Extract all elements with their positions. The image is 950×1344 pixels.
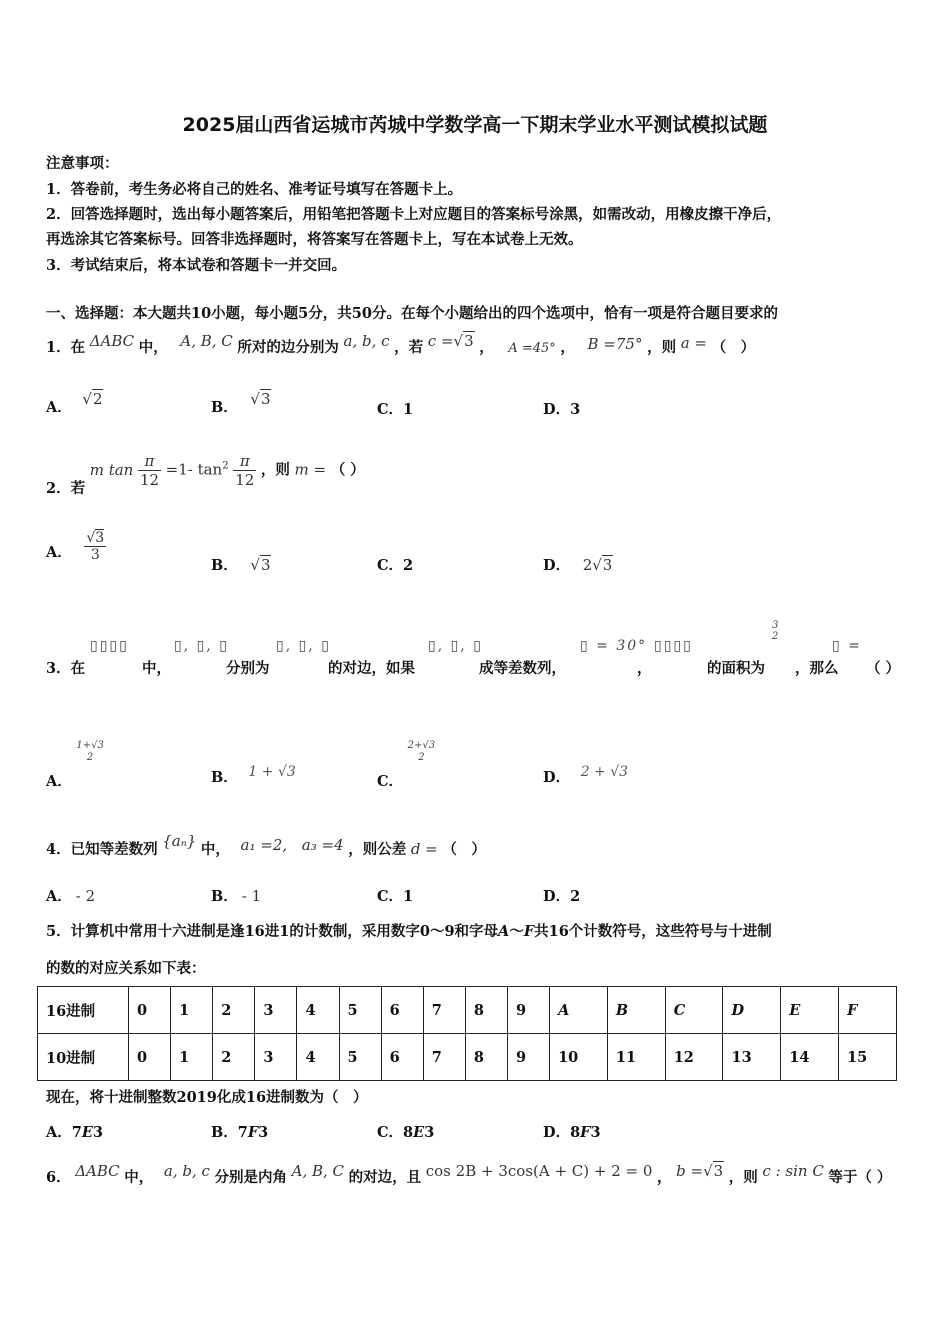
q2-option-b[interactable]	[211, 554, 271, 575]
q1-angles: A, B, C	[180, 332, 233, 350]
q6-equation: cos 2B + 3cos(A + C) + 2 = 0	[425, 1162, 653, 1180]
table-cell: 6	[381, 1034, 423, 1081]
option-label: A．	[46, 1124, 72, 1141]
q6-text: ，则	[728, 1169, 758, 1186]
q2-text: ，则	[260, 461, 290, 479]
option-label: D．	[543, 1124, 571, 1141]
q2-opt-d-sqrt: √3	[592, 556, 613, 574]
table-cell: 7	[423, 987, 465, 1034]
q5-text: 共16个计数符号，这些符号与十进制	[534, 923, 772, 940]
coefficient: 2	[582, 556, 593, 574]
q3-opt-c-frac	[408, 740, 435, 764]
q1-option-c[interactable]	[377, 398, 413, 419]
q1-c-eq: c =	[427, 332, 454, 350]
table-cell: 2	[213, 987, 255, 1034]
q3-text: （ ）	[866, 660, 901, 677]
table-cell: 15	[839, 1034, 897, 1081]
option-value: F	[247, 1124, 259, 1141]
q1-text: ，	[479, 339, 494, 356]
q3-text: ，那么	[795, 660, 839, 677]
q2-frac-1	[138, 452, 161, 489]
q3-text: ，	[637, 660, 652, 677]
page-title: 2025届山西省运城市芮城中学数学高一下期末学业水平测试模拟试题	[182, 114, 768, 136]
q5-option-a[interactable]	[46, 1121, 103, 1142]
q6-triangle: ΔABC	[75, 1162, 120, 1180]
q1-option-d[interactable]	[543, 398, 580, 419]
option-value: - 2	[75, 887, 96, 905]
option-label: A．	[46, 888, 72, 905]
option-value: 8	[403, 1124, 414, 1141]
q1-text: ，则	[647, 339, 677, 356]
table-cell: 10进制	[38, 1034, 129, 1081]
q6-number: 6．	[46, 1169, 71, 1186]
option-label: A．	[46, 543, 72, 561]
q3-garbled-fraction	[772, 620, 778, 642]
notice-item: 再选涂其它答案标号。回答非选择题时，将答案写在答题卡上，写在本试卷上无效。	[46, 231, 583, 248]
q1-sides: a, b, c	[343, 332, 390, 350]
q4-text: ，则公差	[348, 841, 407, 858]
q3-option-b[interactable]	[211, 760, 296, 786]
radicand: 3	[713, 1162, 724, 1180]
option-label: C．	[377, 557, 404, 574]
q4-option-b[interactable]	[211, 885, 261, 906]
hex-table	[37, 986, 897, 1081]
q6-ratio: c : sin C	[762, 1162, 824, 1180]
notice-heading: 注意事项：	[46, 155, 119, 172]
q5-letter: A	[498, 923, 510, 940]
option-value: 3	[424, 1124, 435, 1141]
table-row	[38, 987, 897, 1034]
q3-garbled-formula: ▯ =	[832, 638, 862, 654]
table-cell: 16进制	[38, 987, 129, 1034]
q1-A-eq: A =45°	[508, 341, 556, 356]
q1-opt-b-sqrt: √3	[250, 390, 271, 408]
q5-question: 现在，将十进制整数2019化成16进制数为（ ）	[46, 1089, 368, 1106]
table-cell: 4	[297, 987, 339, 1034]
table-cell: 1	[171, 1034, 213, 1081]
option-value: 2 + √3	[580, 764, 629, 780]
radicand: 3	[95, 530, 105, 546]
q3-text: 的面积为	[707, 660, 765, 677]
table-cell: 0	[129, 987, 171, 1034]
q2-m-eq: m =	[294, 460, 327, 479]
notice-item: 2．回答选择题时，选出每小题答案后，用铅笔把答题卡上对应题目的答案标号涂黑，如需改动，用橡皮擦干净后，	[46, 206, 782, 223]
table-cell: 5	[339, 987, 381, 1034]
option-value: 8	[570, 1124, 581, 1141]
q6-b-eq: b =	[676, 1162, 704, 1180]
frac-num: 1+√3	[76, 740, 104, 751]
frac-den: 12	[139, 471, 160, 489]
q2-text: （ ）	[330, 461, 365, 479]
q3-option-d[interactable]	[543, 760, 629, 786]
frac-num: π	[138, 452, 161, 471]
frac-num: 3	[772, 620, 779, 631]
table-cell: C	[665, 987, 723, 1034]
q2-option-d[interactable]	[543, 554, 613, 575]
q1-option-b[interactable]	[211, 390, 271, 417]
option-label: C．	[377, 773, 404, 790]
q4-text: 中，	[200, 841, 230, 858]
radicand: 3	[260, 556, 271, 574]
question-4	[46, 832, 486, 858]
table-cell: E	[781, 987, 839, 1034]
notice-item: 1．答卷前，考生务必将自己的姓名、准考证号填写在答题卡上。	[46, 181, 463, 198]
table-cell: 9	[507, 987, 549, 1034]
q4-option-a[interactable]	[46, 885, 95, 906]
q3-garbled-formula: ▯ = 30°	[580, 638, 648, 654]
option-value: 3	[258, 1124, 269, 1141]
q3-option-c[interactable]	[377, 740, 436, 790]
q6-sides: a, b, c	[163, 1162, 210, 1180]
q2-opt-b-sqrt: √3	[250, 556, 271, 574]
q1-text: ，	[560, 339, 575, 356]
option-value: 7	[71, 1124, 82, 1141]
q4-sequence: {aₙ}	[162, 832, 197, 850]
table-cell: 8	[465, 1034, 507, 1081]
option-label: C．	[377, 401, 404, 418]
q4-number: 4．已知等差数列	[46, 841, 158, 858]
table-cell: A	[550, 987, 608, 1034]
table-cell: 7	[423, 1034, 465, 1081]
q2-opt-a-frac	[84, 530, 106, 563]
table-cell: 9	[507, 1034, 549, 1081]
table-cell: D	[723, 987, 781, 1034]
q5-option-b[interactable]	[211, 1121, 268, 1142]
option-label: D．	[543, 769, 571, 786]
table-cell: 2	[213, 1034, 255, 1081]
option-value: 1	[403, 888, 414, 905]
option-value: 3	[92, 1124, 104, 1141]
table-cell: 3	[255, 1034, 297, 1081]
q1-text: （ ）	[711, 339, 756, 356]
q3-number: 3．在	[46, 660, 86, 677]
q1-B-eq: B =75°	[587, 335, 643, 353]
frac-num: √3	[86, 530, 105, 546]
table-cell: 12	[665, 1034, 723, 1081]
q1-opt-b-radicand: 3	[260, 390, 271, 408]
question-1	[46, 332, 756, 357]
q3-opt-a-frac	[76, 740, 103, 764]
q2-number: 2．若	[46, 479, 86, 497]
q5-option-d[interactable]	[543, 1121, 601, 1142]
table-row	[38, 1034, 897, 1081]
q4-text: （ ）	[442, 841, 486, 858]
table-cell: 0	[129, 1034, 171, 1081]
q4-option-c[interactable]	[377, 885, 413, 906]
q6-text: ，	[657, 1169, 672, 1186]
section-heading: 一、选择题：本大题共10小题，每小题5分，共50分。在每个小题给出的四个选项中，恰有一项是符合题目要求的	[46, 305, 778, 322]
q4-option-d[interactable]	[543, 885, 580, 906]
table-cell: 10	[550, 1034, 608, 1081]
q4-a1: a₁ =2,	[240, 836, 288, 854]
option-value: 3	[590, 1124, 601, 1141]
option-label: B．	[211, 769, 238, 786]
frac-den: 3	[90, 547, 100, 563]
q6-text: 等于（ ）	[828, 1169, 892, 1186]
q1-opt-a-radicand: 2	[92, 390, 103, 408]
q5-text: 5．计算机中常用十六进制是逢16进1的计数制，采用数字0～9和字母	[46, 923, 499, 940]
q3-garbled-formula: ▯, ▯, ▯	[276, 638, 331, 654]
option-value: - 1	[241, 887, 262, 905]
option-value: 2	[403, 557, 414, 574]
q3-text: 中，	[142, 660, 171, 677]
q2-exponent: 2	[222, 460, 229, 472]
question-6	[46, 1160, 892, 1186]
q1-a-eq: a =	[680, 334, 707, 352]
table-cell: F	[839, 987, 897, 1034]
q4-a3: a₃ =4	[301, 836, 344, 854]
option-value: 1	[403, 401, 414, 418]
table-cell: 4	[297, 1034, 339, 1081]
option-label: B．	[211, 399, 238, 416]
q2-expr: =1- tan	[165, 460, 223, 479]
q2-expr: m tan	[89, 460, 134, 479]
option-label: D．	[543, 888, 571, 905]
option-value: F	[580, 1124, 591, 1141]
q5-option-c[interactable]	[377, 1121, 434, 1142]
option-label: C．	[377, 888, 404, 905]
q5-text: ～	[509, 923, 524, 940]
q1-opt-a-sqrt: √2	[82, 390, 103, 408]
q4-d-eq: d =	[410, 840, 438, 858]
frac-den: 12	[235, 471, 255, 489]
q6-text: 的对边，且	[348, 1169, 422, 1186]
q1-text: 所对的边分别为	[237, 339, 339, 356]
table-cell: 14	[781, 1034, 839, 1081]
q1-text: ，若	[394, 339, 424, 356]
q1-sqrt: √3	[453, 332, 474, 350]
option-label: A．	[46, 399, 72, 416]
q6-text: 中，	[124, 1169, 154, 1186]
q3-option-a[interactable]	[46, 740, 104, 790]
frac-den: 2	[772, 631, 779, 642]
q6-sqrt: √3	[703, 1162, 724, 1180]
option-label: B．	[211, 888, 238, 905]
q6-angles: A, B, C	[291, 1162, 345, 1180]
question-2	[46, 452, 365, 497]
radicand: 3	[602, 556, 613, 574]
table-cell: 6	[381, 987, 423, 1034]
q3-text: 成等差数列，	[479, 660, 566, 677]
q5-letter: F	[523, 923, 535, 940]
q3-garbled-formula: ▯▯▯▯	[90, 638, 129, 654]
q1-c-radicand: 3	[464, 332, 474, 350]
option-value: 3	[570, 401, 581, 418]
q3-garbled-formula: ▯, ▯, ▯	[174, 638, 229, 654]
q3-garbled-formula: ▯▯▯▯	[654, 638, 693, 654]
q3-text: 的对边，如果	[328, 660, 415, 677]
q1-triangle: ΔABC	[89, 332, 135, 350]
q5-text: 的数的对应关系如下表：	[46, 960, 206, 977]
table-cell: 3	[255, 987, 297, 1034]
q6-text: 分别是内角	[214, 1169, 288, 1186]
q2-option-a[interactable]	[46, 530, 106, 563]
q3-text: 分别为	[226, 660, 270, 677]
table-cell: 13	[723, 1034, 781, 1081]
table-cell: 11	[607, 1034, 665, 1081]
option-label: A．	[46, 773, 72, 790]
option-value: 7	[237, 1124, 248, 1141]
option-value: 2	[570, 888, 581, 905]
q1-text: 中，	[138, 339, 168, 356]
frac-num: π	[233, 452, 256, 471]
frac-den: 2	[418, 752, 425, 763]
option-label: B．	[211, 557, 238, 574]
q3-garbled-formula: ▯, ▯, ▯	[428, 638, 483, 654]
option-value: E	[81, 1124, 93, 1141]
notice-item: 3．考试结束后，将本试卷和答题卡一并交回。	[46, 257, 347, 274]
table-cell: 1	[171, 987, 213, 1034]
frac-num: 2+√3	[407, 740, 436, 751]
q2-option-c[interactable]	[377, 554, 413, 575]
option-label: D．	[543, 401, 571, 418]
option-value: E	[413, 1124, 425, 1141]
table-cell: B	[607, 987, 665, 1034]
option-label: C．	[377, 1124, 404, 1141]
q1-option-a[interactable]	[46, 390, 103, 417]
option-label: D．	[543, 557, 571, 574]
question-5	[46, 920, 772, 941]
option-label: B．	[211, 1124, 238, 1141]
frac-den: 2	[86, 752, 94, 763]
table-cell: 8	[465, 987, 507, 1034]
option-value: 1 + √3	[248, 764, 296, 780]
q2-frac-2	[233, 452, 256, 489]
table-cell: 5	[339, 1034, 381, 1081]
q1-number: 1．在	[46, 339, 86, 356]
